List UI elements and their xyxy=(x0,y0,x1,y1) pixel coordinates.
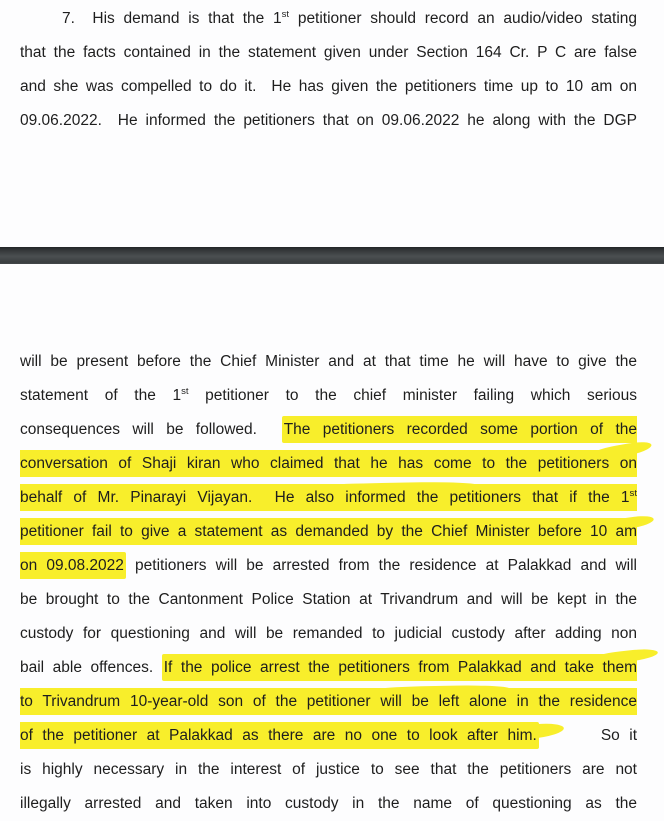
page2-text xyxy=(0,345,664,821)
text-segment: and she was compelled to do it. He has given the petitioners time up to 10 am on xyxy=(20,78,637,95)
text-segment: petitioner to the chief minister failing which serious xyxy=(188,387,637,404)
text-segment: st xyxy=(281,8,290,20)
text-line xyxy=(20,447,637,481)
text-line xyxy=(20,2,637,36)
text-segment: 7. His demand is that the 1 xyxy=(62,10,282,27)
text-segment: petitioners will be arrested from the residence at Palakkad and will xyxy=(125,557,637,574)
text-line xyxy=(20,36,637,70)
text-line xyxy=(20,515,637,549)
text-line xyxy=(20,719,637,753)
text-line xyxy=(20,70,637,104)
text-line xyxy=(20,651,637,685)
text-line xyxy=(20,413,637,447)
text-segment: illegally arrested and taken into custody in the name of questioning as the xyxy=(20,795,637,812)
page1-text xyxy=(0,0,664,138)
text-line xyxy=(20,345,637,379)
text-segment: st xyxy=(181,385,189,397)
text-segment: be brought to the Cantonment Police Station at Trivandrum and will be kept in the xyxy=(20,591,637,608)
highlighted-text: conversation of Shaji kiran who claimed that he has come to the petitioners on xyxy=(20,450,637,477)
highlighted-text: If the police arrest the petitioners from Palakkad and take them xyxy=(162,654,637,681)
text-line xyxy=(20,685,637,719)
highlighted-text: The petitioners recorded some portion of the xyxy=(282,416,637,443)
text-segment: petitioner should record an audio/video stating xyxy=(289,10,637,27)
text-segment: that the facts contained in the statement given under Section 164 Cr. P C are false xyxy=(20,44,637,61)
text-segment: consequences will be followed. xyxy=(20,421,282,438)
highlighted-text: petitioner fail to give a statement as demanded by the Chief Minister before 10 am xyxy=(20,518,637,545)
page-separator xyxy=(0,247,664,264)
text-segment: So it xyxy=(600,727,637,744)
text-line xyxy=(20,753,637,787)
text-segment: custody for questioning and will be remanded to judicial custody after adding non xyxy=(20,625,637,642)
text-line xyxy=(20,379,637,413)
text-segment: will be present before the Chief Minister and at that time he will have to give the xyxy=(20,353,637,370)
text-line xyxy=(20,617,637,651)
justify-gap xyxy=(539,739,601,740)
text-segment: is highly necessary in the interest of justice to see that the petitioners are not xyxy=(20,761,637,778)
highlighted-text: of the petitioner at Palakkad as there are no one to look after him. xyxy=(20,722,539,749)
text-line xyxy=(20,583,637,617)
highlighted-text: on 09.08.2022 xyxy=(20,552,126,579)
text-line xyxy=(20,787,637,821)
text-segment: 09.06.2022. He informed the petitioners that on 09.06.2022 he along with the DGP xyxy=(20,112,637,129)
text-segment: bail able offences. xyxy=(20,659,162,676)
highlighted-text: behalf of Mr. Pinarayi Vijayan. He also informed the petitioners that if the 1st xyxy=(20,484,637,511)
text-line xyxy=(20,481,637,515)
text-line xyxy=(20,549,637,583)
text-line xyxy=(20,104,637,138)
highlighted-text: to Trivandrum 10-year-old son of the petitioner will be left alone in the residence xyxy=(20,688,637,715)
text-segment: statement of the 1 xyxy=(20,387,182,404)
